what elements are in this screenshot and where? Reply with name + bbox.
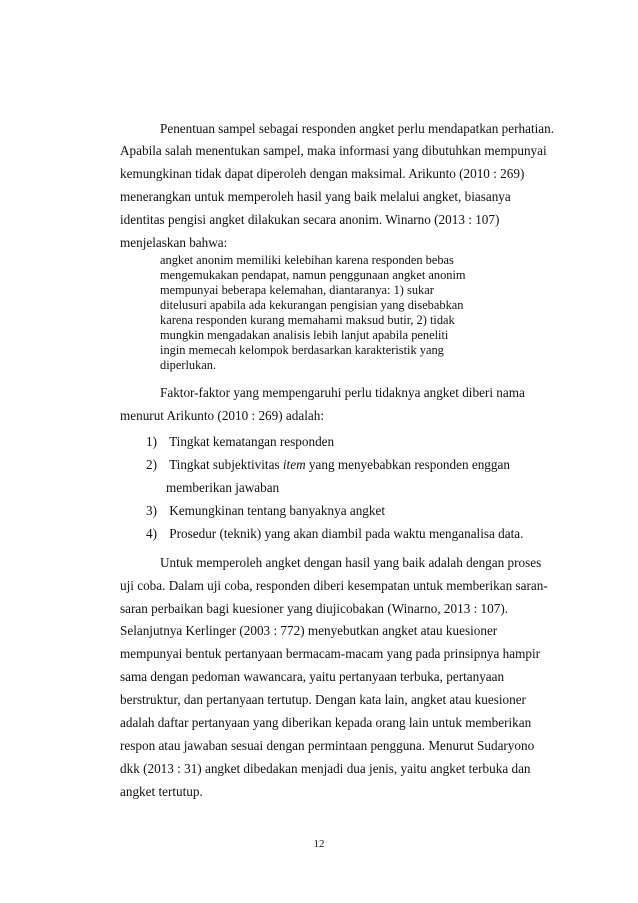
paragraph-line: Untuk memperoleh angket dengan hasil yang baik adalah dengan proses xyxy=(160,555,542,570)
quote-line: karena responden kurang memahami maksud butir, 2) tidak xyxy=(160,313,455,327)
quote-line: diperlukan. xyxy=(160,358,217,372)
paragraph-line: respon atau jawaban sesuai dengan permintaan pengguna. Menurut Sudaryono xyxy=(120,738,535,753)
paragraph-line: Apabila salah menentukan sampel, maka informasi yang dibutuhkan mempunyai xyxy=(120,143,547,158)
list-text: Prosedur (teknik) yang akan diambil pada waktu menganalisa data. xyxy=(169,526,524,541)
list-item xyxy=(146,434,334,450)
paragraph-line: adalah daftar pertanyaan yang diberikan kepada orang lain untuk memberikan xyxy=(120,715,532,730)
paragraph-line: Penentuan sampel sebagai responden angket perlu mendapatkan perhatian. xyxy=(160,121,555,136)
list-item xyxy=(146,457,510,473)
quote-line: mempunyai beberapa kelemahan, diantaranya: 1) sukar xyxy=(160,283,434,297)
quote-line: ingin memecah kelompok berdasarkan karakteristik yang xyxy=(160,343,444,357)
paragraph-line: Faktor-faktor yang mempengaruhi perlu tidaknya angket diberi nama xyxy=(160,385,525,400)
paragraph-line: dkk (2013 : 31) angket dibedakan menjadi dua jenis, yaitu angket terbuka dan xyxy=(120,761,531,776)
list-item xyxy=(146,526,523,542)
list-text: yang menyebabkan responden enggan xyxy=(305,457,510,472)
list-text: Tingkat kematangan responden xyxy=(169,434,335,449)
paragraph-line: angket tertutup. xyxy=(120,784,203,799)
list-item xyxy=(146,503,385,519)
list-number: 1) xyxy=(146,434,157,449)
quote-line: mengemukakan pendapat, namun penggunaan angket anonim xyxy=(160,268,466,282)
paragraph-line: sama dengan pedoman wawancara, yaitu pertanyaan terbuka, pertanyaan xyxy=(120,669,505,684)
paragraph-line: kemungkinan tidak dapat diperoleh dengan maksimal. Arikunto (2010 : 269) xyxy=(120,166,525,181)
list-text: memberikan jawaban xyxy=(166,480,280,495)
list-text: Tingkat subjektivitas xyxy=(169,457,283,472)
paragraph-line: menjelaskan bahwa: xyxy=(120,235,228,250)
list-number: 3) xyxy=(146,503,157,518)
paragraph-line: berstruktur, dan pertanyaan tertutup. Dengan kata lain, angket atau kuesioner xyxy=(120,692,526,707)
paragraph-line: identitas pengisi angket dilakukan secara anonim. Winarno (2013 : 107) xyxy=(120,212,500,227)
quote-line: angket anonim memiliki kelebihan karena responden bebas xyxy=(160,253,454,267)
paragraph-line: menurut Arikunto (2010 : 269) adalah: xyxy=(120,408,324,423)
paragraph-line: saran perbaikan bagi kuesioner yang diujicobakan (Winarno, 2013 : 107). xyxy=(120,601,509,616)
paragraph-line: menerangkan untuk memperoleh hasil yang baik melalui angket, biasanya xyxy=(120,189,511,204)
list-number: 4) xyxy=(146,526,157,541)
list-text: Kemungkinan tentang banyaknya angket xyxy=(169,503,385,518)
quote-line: mungkin mengadakan analisis lebih lanjut apabila peneliti xyxy=(160,328,449,342)
list-number: 2) xyxy=(146,457,157,472)
quote-line: ditelusuri apabila ada kekurangan pengisian yang disebabkan xyxy=(160,298,464,312)
paragraph-line: mempunyai bentuk pertanyaan bermacam-macam yang pada prinsipnya hampir xyxy=(120,646,541,661)
list-item-continuation xyxy=(166,480,279,496)
list-text-italic: item xyxy=(282,457,306,472)
paragraph-line: uji coba. Dalam uji coba, responden diberi kesempatan untuk memberikan saran- xyxy=(120,578,548,593)
page-number: 12 xyxy=(313,838,325,850)
paragraph-line: Selanjutnya Kerlinger (2003 : 772) menyebutkan angket atau kuesioner xyxy=(120,623,498,638)
